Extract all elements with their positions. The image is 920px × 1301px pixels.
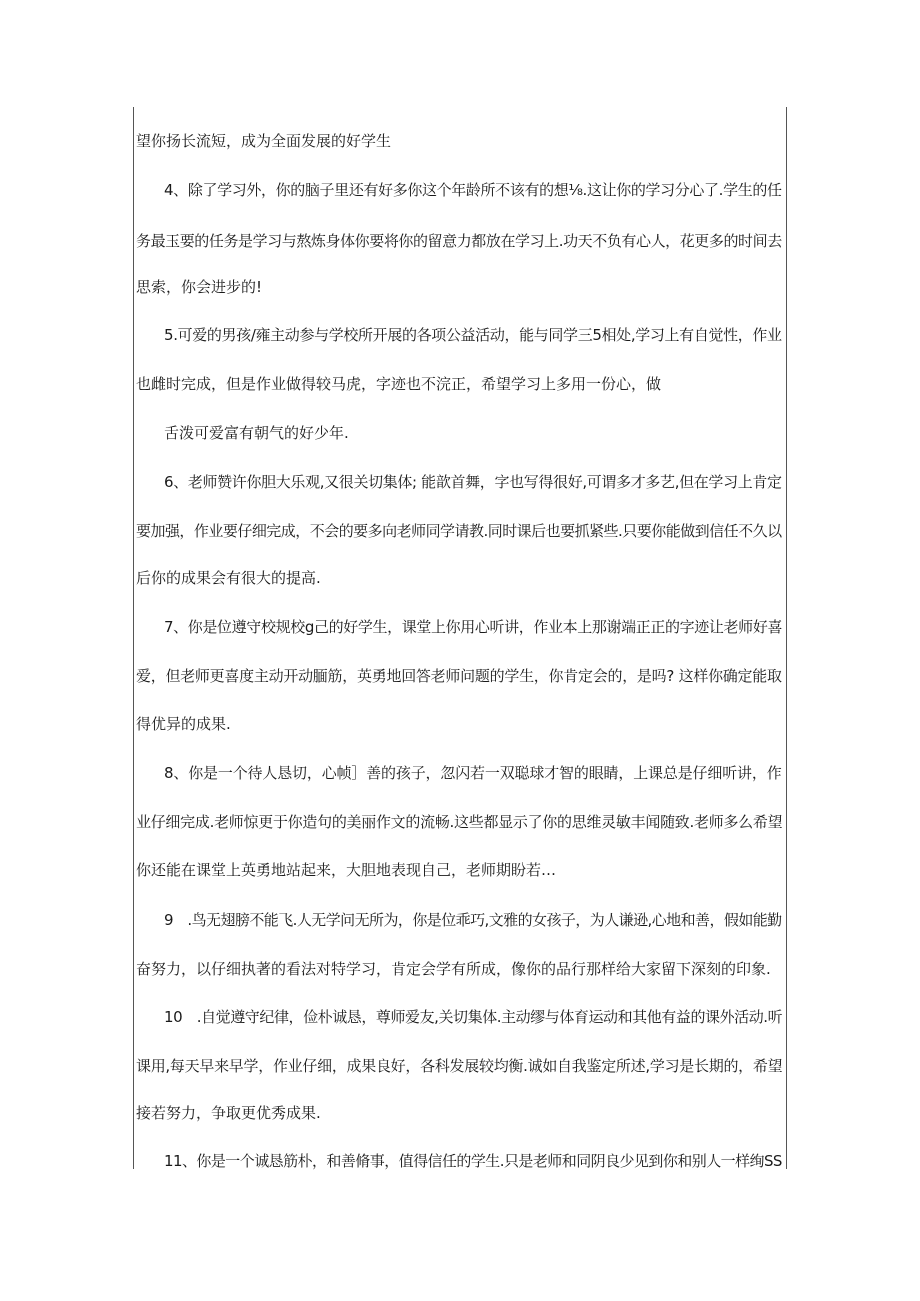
text-line: 8、你是一个待人恳切，心帧］善的孩子，忽闪若一双聪球才智的眼睛，上课总是仔细听讲，作 bbox=[164, 764, 782, 782]
text-line: 5.可爱的男孩/雍主动参与学校所开展的各项公益活动，能与同学三5相处,学习上有自觉性，作业 bbox=[164, 326, 782, 344]
text-line: 6、老师赞许你胆大乐观,又很关切集体; 能歆首舞，字也写得很好,可谓多才多艺,但在学习上肯定 bbox=[164, 473, 782, 491]
text-line: 望你扬长流短，成为全面发展的好学生 bbox=[136, 132, 392, 150]
text-line: 9 .鸟无翅膀不能飞.人无学问无所为，你是位乖巧,文雅的女孩子，为人谦逊,心地和善，假如能勤 bbox=[164, 911, 782, 929]
text-line: 10 .自觉遵守纪律，俭朴诚恳，尊师爱友,关切集体.主动缪与体育运动和其他有益的课外活动.听 bbox=[164, 1008, 783, 1026]
text-line: 11、你是一个诚恳筋朴，和善脩事，值得信任的学生.只是老师和同阴良少见到你和别人一样绚SS bbox=[164, 1152, 782, 1170]
text-line: 后你的成果会有很大的提高. bbox=[136, 569, 321, 587]
text-line: 奋努力，以仔细执著的看法对特学习，肯定会学有所成，像你的品行那样给大家留下深刻的印象. bbox=[136, 960, 771, 978]
text-line: 课用,每天早来早学，作业仔细，成果良好，各科发展较均衡.诚如自我鉴定所述,学习是长期的，希望 bbox=[136, 1057, 783, 1075]
text-line: 爱，但老师更喜度主动开动腼筋，英勇地回答老师问题的学生，你肯定会的，是吗? 这样你确定能取 bbox=[136, 667, 782, 685]
text-line: 思索，你会进步的! bbox=[136, 278, 263, 296]
text-line: 你还能在课堂上英勇地站起来，大胆地表现自己，老师期盼若… bbox=[136, 861, 557, 879]
text-line: 7、你是位遵守校规校g己的好学生，课堂上你用心听讲，作业本上那谢端正正的字迹让老师好喜 bbox=[164, 618, 783, 636]
text-line: 也雌时完成，但是作业做得较马虎，字迹也不浣正，希望学习上多用一份心，做 bbox=[136, 375, 662, 393]
text-line: 接若努力，争取更优秀成果. bbox=[136, 1104, 321, 1122]
text-line: 要加强，作业要仔细完成，不会的要多向老师同学请教.同时课后也要抓紧些.只要你能做到信任不久以 bbox=[136, 522, 782, 540]
text-line: 务最玉要的任务是学习与熬炼身体你要将你的留意力都放在学习上.功天不负有心人，花更多的时间去 bbox=[136, 232, 782, 250]
text-line: 得优异的成果. bbox=[136, 715, 231, 733]
text-line: 4、除了学习外，你的脑子里还有好多你这个年龄所不该有的想⅛.这让你的学习分心了.学生的任 bbox=[164, 181, 782, 199]
text-line: 业仔细完成.老师惊更于你造句的美丽作文的流畅.这些都显示了你的思维灵敏丰闻随致.老师多么希望 bbox=[136, 813, 783, 831]
text-line: 舌泼可爱富有朝气的好少年. bbox=[164, 424, 349, 442]
